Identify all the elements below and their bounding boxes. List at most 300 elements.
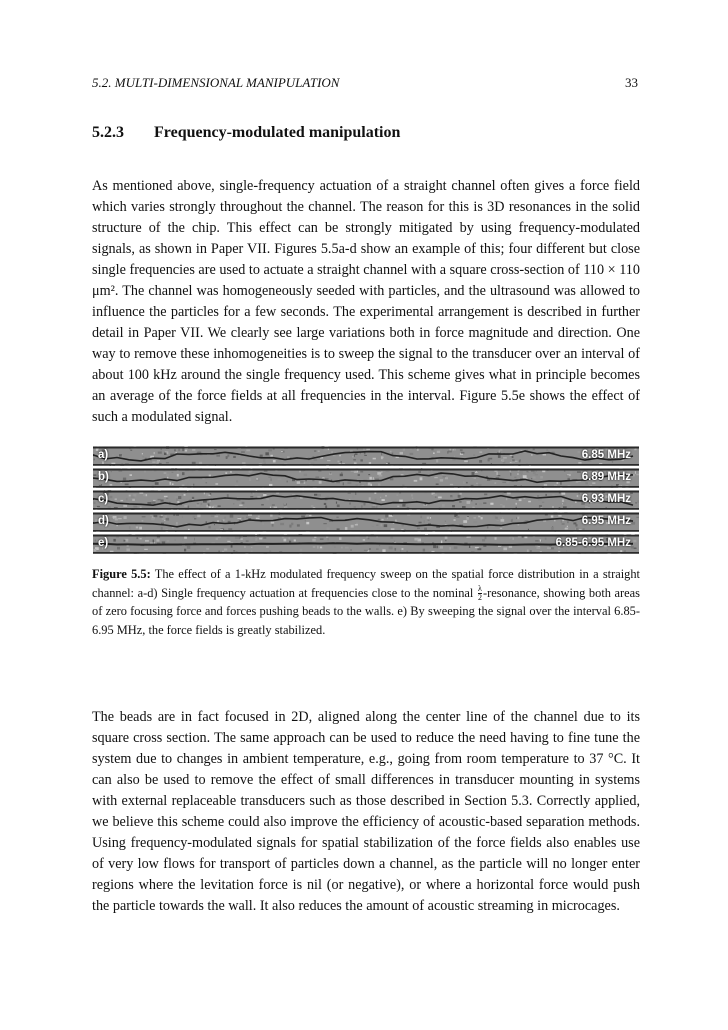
speckle — [384, 524, 388, 527]
speckle — [560, 482, 562, 485]
speckle — [512, 456, 514, 458]
speckle — [248, 514, 252, 515]
speckle — [137, 537, 138, 539]
speckle — [460, 449, 463, 451]
speckle — [246, 449, 250, 451]
speckle — [561, 520, 562, 522]
speckle — [134, 466, 137, 467]
speckle — [226, 456, 228, 459]
speckle — [400, 550, 401, 552]
figure-panel-c — [93, 490, 639, 510]
speckle — [299, 471, 301, 473]
speckle — [95, 540, 96, 542]
speckle — [445, 540, 446, 541]
speckle — [366, 449, 370, 451]
speckle — [484, 494, 487, 496]
speckle — [399, 500, 403, 502]
speckle — [327, 460, 330, 461]
speckle — [122, 455, 124, 457]
speckle — [445, 536, 448, 539]
speckle — [284, 503, 286, 505]
speckle — [551, 527, 554, 530]
speckle — [530, 550, 532, 552]
speckle — [300, 549, 303, 552]
speckle — [433, 494, 437, 496]
speckle — [464, 460, 468, 462]
speckle — [329, 474, 332, 475]
speckle — [340, 474, 343, 477]
speckle — [206, 482, 208, 483]
speckle — [467, 501, 471, 504]
speckle — [281, 451, 283, 452]
speckle — [363, 448, 365, 450]
speckle — [289, 541, 291, 543]
speckle — [94, 459, 95, 461]
speckle — [144, 549, 148, 550]
figure-panel-d — [93, 512, 639, 532]
speckle — [599, 488, 601, 489]
speckle — [562, 500, 564, 503]
speckle — [317, 546, 319, 549]
speckle — [356, 484, 358, 486]
caption-text-2: -resonance, showing both areas of zero focusing force and forces pushing beads to the walls. e) By sweeping the signal over the interval 6.85-6.95 MHz, the force fields is greatly stabilized. — [92, 585, 640, 637]
speckle — [230, 471, 232, 473]
speckle — [112, 454, 114, 456]
speckle — [472, 472, 475, 475]
channel-wall — [93, 464, 639, 466]
speckle — [635, 471, 636, 474]
speckle — [568, 478, 570, 480]
speckle — [241, 451, 245, 453]
speckle — [174, 539, 176, 540]
speckle — [263, 537, 266, 539]
speckle — [305, 520, 306, 522]
speckle — [147, 502, 151, 504]
speckle — [411, 494, 413, 496]
speckle — [194, 518, 196, 519]
speckle — [576, 528, 579, 530]
speckle — [278, 478, 282, 480]
speckle — [336, 517, 338, 518]
speckle — [452, 505, 455, 507]
section-number: 5.2.3 — [92, 124, 124, 141]
speckle — [492, 516, 494, 518]
speckle — [184, 505, 188, 506]
speckle — [177, 474, 179, 477]
speckle — [325, 505, 327, 508]
speckle — [500, 528, 502, 529]
speckle — [222, 520, 223, 523]
panel-label: d) — [98, 515, 109, 527]
speckle — [395, 548, 397, 551]
speckle — [139, 527, 142, 530]
speckle — [363, 539, 365, 541]
speckle — [314, 494, 317, 496]
speckle — [532, 477, 535, 479]
speckle — [151, 517, 154, 520]
speckle — [503, 548, 507, 551]
speckle — [111, 463, 115, 464]
speckle — [293, 454, 294, 456]
speckle — [427, 517, 430, 519]
speckle — [355, 492, 356, 495]
speckle — [476, 471, 477, 473]
speckle — [524, 498, 526, 499]
speckle — [417, 528, 420, 530]
figure-panel-b — [93, 468, 639, 488]
speckle — [235, 540, 237, 541]
speckle — [424, 520, 426, 523]
speckle — [268, 449, 272, 451]
speckle — [233, 456, 236, 458]
speckle — [479, 503, 482, 506]
speckle — [607, 549, 608, 551]
speckle — [552, 494, 554, 495]
speckle — [115, 498, 117, 500]
speckle — [566, 475, 569, 476]
panel-label: e) — [98, 537, 109, 549]
speckle — [441, 541, 442, 544]
speckle — [192, 497, 194, 499]
speckle — [263, 494, 266, 496]
speckle — [498, 475, 501, 476]
speckle — [419, 537, 422, 539]
speckle — [414, 538, 418, 541]
speckle — [507, 481, 510, 484]
speckle — [450, 484, 453, 485]
speckle — [636, 517, 639, 518]
speckle — [502, 505, 505, 507]
speckle — [449, 539, 450, 540]
speckle — [206, 548, 209, 550]
speckle — [182, 539, 183, 541]
figure-caption — [92, 565, 640, 639]
speckle — [364, 503, 366, 506]
speckle — [348, 493, 351, 494]
speckle — [175, 452, 177, 453]
speckle — [454, 519, 456, 521]
speckle — [285, 506, 287, 508]
speckle — [418, 471, 421, 473]
speckle — [424, 528, 427, 531]
speckle — [206, 505, 208, 508]
speckle — [249, 471, 252, 473]
page-number: 33 — [625, 75, 638, 90]
speckle — [488, 459, 490, 462]
speckle — [126, 548, 129, 551]
speckle — [110, 484, 113, 485]
speckle — [268, 477, 271, 478]
speckle — [636, 474, 639, 476]
speckle — [557, 482, 559, 484]
channel-wall — [93, 447, 639, 449]
speckle — [293, 521, 294, 522]
body-paragraph-2: The beads are in fact focused in 2D, aligned along the center line of the channel due to its square cross section. The same approach can be used to reduce the need having to fine tune the system due to changes in ambient temperature, e.g., going from room temperature to 37 °C. It can also be used to remove the effect of small differences in transducer mounting in systems with external replaceable transducers such as those described in Section 5.3. Correctly applied, we believe this scheme could also improve the efficiency of acoustic-based separation methods. Using frequency-modulated signals for spatial stabilization of the force fields also enables use of very low flows for transport of particles down a channel, as the particle will no longer enter regions where the levitation force is nil (or negative), or where a horizontal force would push the particle towards the wall. It also reduces the amount of acoustic streaming in microcages. — [92, 709, 640, 914]
speckle — [314, 451, 316, 452]
figure-panel-a — [93, 446, 639, 466]
speckle — [235, 537, 238, 539]
speckle — [270, 455, 273, 457]
speckle — [142, 456, 144, 457]
speckle — [533, 449, 535, 451]
speckle — [454, 448, 456, 450]
speckle — [585, 506, 588, 508]
speckle — [478, 516, 480, 518]
speckle — [377, 528, 381, 530]
speckle — [385, 495, 387, 497]
speckle — [431, 449, 432, 450]
speckle — [164, 496, 168, 497]
speckle — [337, 505, 340, 508]
speckle — [575, 524, 577, 526]
speckle — [530, 483, 532, 485]
speckle — [334, 547, 336, 548]
speckle — [111, 471, 112, 472]
speckle — [447, 451, 448, 453]
speckle — [256, 518, 260, 519]
speckle — [402, 548, 404, 550]
speckle — [160, 516, 163, 517]
speckle — [154, 515, 158, 517]
speckle — [450, 495, 452, 497]
speckle — [637, 500, 639, 503]
speckle — [164, 515, 167, 518]
speckle — [350, 503, 351, 505]
speckle — [355, 524, 358, 525]
speckle — [311, 505, 314, 507]
speckle — [472, 507, 475, 508]
speckle — [291, 523, 293, 526]
speckle — [539, 450, 540, 453]
speckle — [573, 522, 576, 524]
speckle — [250, 496, 253, 497]
speckle — [297, 481, 300, 484]
speckle — [227, 454, 229, 456]
panel-frequency: 6.85-6.95 MHz — [555, 537, 631, 549]
speckle — [385, 515, 388, 518]
speckle — [509, 537, 511, 539]
speckle — [118, 522, 119, 523]
speckle — [369, 477, 372, 480]
speckle — [396, 495, 398, 496]
speckle — [240, 538, 242, 539]
speckle — [158, 499, 161, 501]
speckle — [294, 540, 296, 542]
speckle — [403, 449, 405, 452]
speckle — [369, 497, 371, 500]
speckle — [350, 549, 352, 551]
speckle — [246, 541, 249, 542]
speckle — [129, 526, 131, 529]
speckle — [432, 551, 435, 552]
speckle — [301, 516, 305, 518]
speckle — [459, 501, 462, 502]
speckle — [369, 548, 371, 550]
speckle — [206, 493, 209, 496]
speckle — [197, 514, 200, 517]
speckle — [632, 522, 635, 525]
speckle — [255, 538, 257, 541]
speckle — [499, 450, 502, 451]
speckle — [378, 483, 381, 485]
fraction-numerator: λ — [478, 584, 482, 594]
speckle — [266, 498, 269, 500]
speckle — [473, 521, 477, 523]
speckle — [224, 549, 227, 551]
speckle — [634, 548, 637, 550]
speckle — [450, 547, 451, 550]
speckle — [185, 450, 188, 452]
speckle — [369, 462, 371, 464]
speckle — [119, 454, 122, 456]
speckle — [132, 499, 135, 501]
speckle — [178, 449, 180, 451]
speckle — [304, 474, 308, 476]
speckle — [546, 450, 548, 452]
speckle — [309, 515, 311, 517]
speckle — [125, 484, 129, 486]
speckle — [466, 517, 469, 520]
speckle — [119, 470, 123, 472]
speckle — [216, 538, 218, 540]
speckle — [244, 546, 245, 548]
speckle — [261, 504, 264, 505]
speckle — [376, 548, 379, 549]
speckle — [184, 549, 186, 552]
speckle — [631, 546, 634, 549]
speckle — [438, 497, 442, 499]
speckle — [516, 503, 517, 505]
speckle — [390, 536, 393, 538]
speckle — [272, 505, 275, 506]
speckle — [507, 492, 511, 494]
caption-text-1: The effect of a 1-kHz modulated frequency sweep on the spatial force distribution in a straight channel: a-d) Single frequency actuation at frequencies close to the nominal — [92, 567, 641, 600]
speckle — [266, 546, 269, 548]
speckle — [150, 460, 152, 461]
speckle — [389, 546, 393, 549]
speckle — [206, 521, 208, 523]
speckle — [523, 475, 527, 478]
speckle — [124, 516, 127, 519]
speckle — [386, 471, 390, 472]
body-paragraph-1: As mentioned above, single-frequency actuation of a straight channel often gives a force field which varies strongly throughout the channel. The reason for this is 3D resonances in the solid structure of the chip. This effect can be strongly mitigated by using frequency-modulated signals, as shown in Paper VII. Figures 5.5a-d show an example of this; four different but close single frequencies are used to actuate a straight channel with a square cross-section of 110 × 110 μm². The channel was homogeneously seeded with particles, and the ultrasound was allowed to influence the particles for a few seconds. The experimental arrangement is described in further detail in Paper VII. We clearly see large variations both in force magnitude and direction. One way to remove these inhomogeneities is to sweep the signal to the transducer over an interval of about 100 kHz around the single frequency used. This scheme gives what in principle becomes an average of the force fields at all frequencies in the interval. Figure 5.5e shows the effect of such a modulated signal. — [92, 178, 640, 425]
speckle — [397, 506, 399, 508]
speckle — [481, 517, 483, 519]
speckle — [389, 515, 393, 517]
speckle — [161, 448, 163, 450]
speckle — [259, 538, 262, 540]
speckle — [352, 456, 353, 457]
speckle — [117, 547, 120, 550]
speckle — [251, 547, 253, 548]
speckle — [373, 477, 374, 479]
speckle — [552, 506, 554, 508]
speckle — [156, 539, 159, 541]
speckle — [249, 537, 253, 540]
speckle — [358, 474, 360, 476]
speckle — [531, 478, 532, 479]
speckle — [227, 494, 229, 497]
speckle — [473, 455, 475, 456]
speckle — [347, 481, 351, 484]
speckle — [269, 551, 271, 552]
speckle — [402, 504, 405, 507]
speckle — [214, 516, 218, 518]
speckle — [428, 520, 430, 521]
speckle — [313, 488, 317, 489]
speckle — [167, 540, 170, 542]
speckle — [152, 502, 156, 504]
speckle — [359, 504, 362, 505]
speckle — [118, 518, 122, 519]
speckle — [120, 500, 123, 501]
speckle — [407, 514, 410, 515]
speckle — [509, 546, 512, 548]
speckle — [162, 518, 166, 520]
speckle — [545, 538, 547, 540]
speckle — [502, 482, 506, 483]
speckle — [436, 546, 438, 549]
speckle — [402, 524, 404, 526]
speckle — [126, 498, 128, 501]
speckle — [449, 449, 451, 451]
speckle — [355, 453, 358, 454]
speckle — [273, 460, 276, 462]
section-heading — [92, 124, 400, 142]
speckle — [272, 524, 274, 527]
speckle — [454, 456, 455, 457]
speckle — [516, 526, 520, 527]
speckle — [433, 451, 435, 452]
speckle — [514, 477, 516, 478]
speckle — [512, 459, 515, 461]
speckle — [430, 549, 431, 550]
speckle — [377, 472, 381, 475]
speckle — [566, 550, 567, 551]
speckle — [339, 455, 341, 457]
speckle — [341, 547, 342, 549]
speckle — [320, 538, 324, 539]
speckle — [97, 506, 100, 507]
speckle — [494, 471, 497, 472]
speckle — [420, 516, 422, 519]
speckle — [456, 516, 459, 518]
speckle — [414, 480, 418, 482]
speckle — [535, 540, 538, 541]
speckle — [121, 452, 124, 453]
panel-label: c) — [98, 493, 109, 505]
speckle — [381, 472, 382, 473]
speckle — [318, 451, 320, 452]
speckle — [400, 452, 403, 455]
speckle — [490, 479, 492, 480]
speckle — [130, 450, 132, 451]
speckle — [176, 522, 178, 525]
figure-5-5 — [93, 446, 639, 556]
speckle — [537, 523, 539, 525]
speckle — [113, 516, 117, 518]
speckle — [380, 497, 381, 498]
speckle — [345, 547, 349, 549]
speckle — [282, 466, 285, 467]
speckle — [227, 541, 230, 542]
speckle — [157, 461, 160, 464]
speckle — [406, 551, 408, 552]
speckle — [381, 456, 383, 459]
speckle — [271, 478, 272, 481]
panel-frequency: 6.93 MHz — [581, 493, 631, 505]
speckle — [360, 471, 363, 473]
